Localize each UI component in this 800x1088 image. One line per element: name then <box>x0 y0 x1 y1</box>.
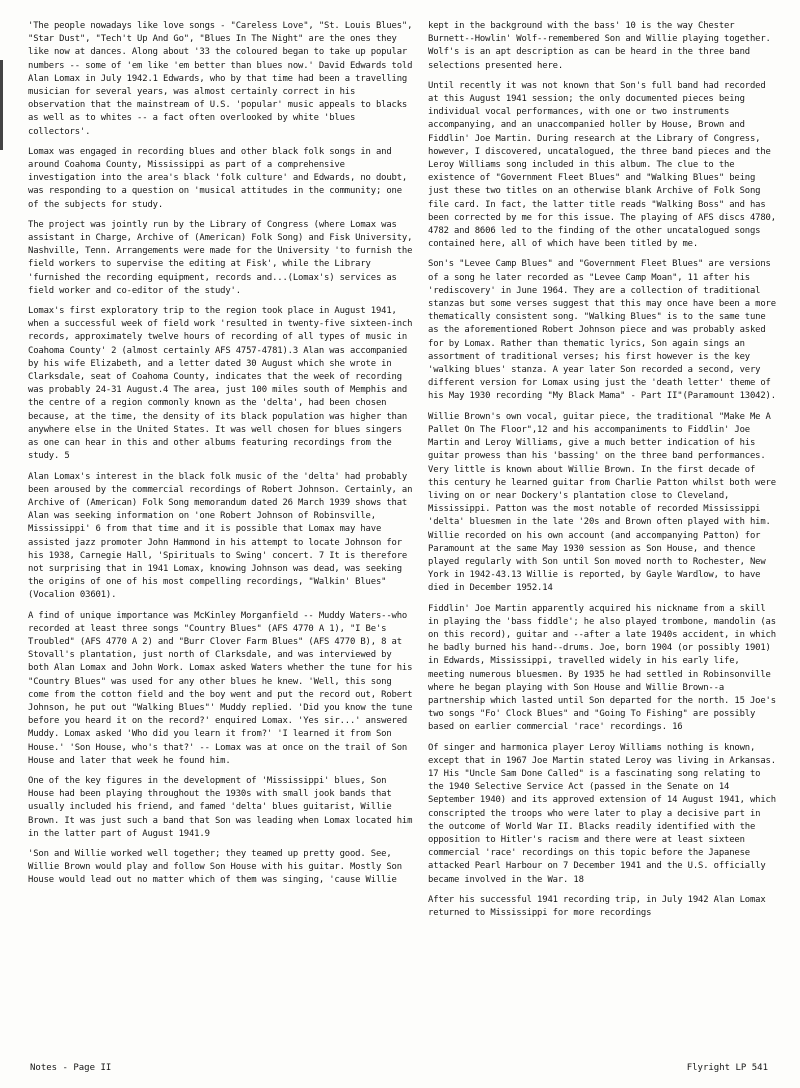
paragraph: After his successful 1941 recording trip, in July 1942 Alan Lomax returned to Mississippi for more recordings <box>428 894 766 918</box>
paragraph: Son's "Levee Camp Blues" and "Government Fleet Blues" are versions of a song he later recorded as "Levee Camp Moan", 11 after his 'rediscovery' in June 1964. They are a collection of traditional stanzas but some verses suggest that this may once have been a more thematically consistent song. "Walking Blues" is to the same tune as the aforementioned Robert Johnson piece and was probably asked for by Lomax. Rather than thematic lyrics, Son again sings an assortment of traditional verses; his first however is the key 'walking blues' stanza. A year later Son recorded a second, very different version for Lomax using just the 'death letter' theme of his May 1930 recording "My Black Mama" - Part II"(Paramount 13042). <box>428 259 776 402</box>
paragraph: Lomax was engaged in recording blues and other black folk songs in and around Coahoma County, Mississippi as part of a comprehensive investigation into the area's black 'folk culture' and Edwards, no doubt, was responding to a question on 'musical attitudes in the community; one of the subjects for study. <box>28 146 408 210</box>
page-footer-label: Notes - Page II <box>30 1063 112 1073</box>
right-column <box>428 20 780 927</box>
paragraph: The project was jointly run by the Library of Congress (where Lomax was assistant in Charge, Archive of (American) Folk Song) and Fisk University, Nashville, Tenn. Arrangements were made for the University 'to furnish the field workers to supervise the editing at Fisk', while the Library 'furnished the recording equipment, records and...(Lomax's) services as field worker and co-editor of the study'. <box>28 219 413 296</box>
paragraph: Lomax's first exploratory trip to the region took place in August 1941, when a successful week of field work 'resulted in twenty-five sixteen-inch records, approximately twelve hours of recording of all types of music in Coahoma County' 2 (almost certainly AFS 4757-4781).3 Alan was accompanied by his wife Elizabeth, and a letter dated 30 August which she wrote in Clarksdale, seat of Coahoma County, indicates that the week of recording was probably 24-31 August.4 The area, just 100 miles south of Memphis and the centre of a region commonly known as the 'delta', had been chosen because, at the time, the density of its black population was higher than anywhere else in the United States. It was well chosen for blues singers as one can hear in this and other albums featuring recordings from the study. 5 <box>28 306 413 462</box>
paragraph: kept in the background with the bass' 10 is the way Chester Burnett--Howlin' Wolf--remembered Son and Willie playing together. Wolf's is an apt description as can be heard in the three band selections presented here. <box>428 21 771 71</box>
binding-edge-mark <box>0 60 3 150</box>
paragraph: Alan Lomax's interest in the black folk music of the 'delta' had probably been aroused by the commercial recordings of Robert Johnson. Certainly, an Archive of (American) Folk Song memorandum dated 26 March 1939 shows that Alan was seeking information on 'one Robert Johnson of Robinsville, Mississippi' 6 from that time and it is possible that Lomax may have assisted jazz promoter John Hammond in his attempt to locate Johnson for his 1938, Carnegie Hall, 'Spirituals to Swing' concert. 7 It is therefore not surprising that in 1941 Lomax, knowing Johnson was dead, was seeking the origins of one of his most compelling recordings, "Walkin' Blues" (Vocalion 03601). <box>28 471 413 601</box>
paragraph: 'Son and Willie worked well together; they teamed up pretty good. See, Willie Brown would play and follow Son House with his guitar. Mostly Son House would lead out no matter which of them was singing, 'cause Willie <box>28 848 402 886</box>
left-column <box>28 20 414 895</box>
catalog-number: Flyright LP 541 <box>686 1063 768 1073</box>
paragraph: Fiddlin' Joe Martin apparently acquired his nickname from a skill in playing the 'bass fiddle'; he also played trombone, mandolin (as on this record), guitar and --after a late 1940s accident, in which he badly burned his hand--drums. Joe, born 1904 (or possibly 1901) in Edwards, Mississippi, travelled widely in his early life, meeting numerous bluesmen. By 1935 he had settled in Robinsonville where he began playing with Son House and Willie Brown--a partnership which lasted until Son departed for the north. 15 Joe's two songs "Fo' Clock Blues" and "Going To Fishing" are possibly based on earlier commercial 'race' recordings. 16 <box>428 603 776 733</box>
paragraph: A find of unique importance was McKinley Morganfield -- Muddy Waters--who recorded at least three songs "Country Blues" (AFS 4770 A 1), "I Be's Troubled" (AFS 4770 A 2) and "Burr Clover Farm Blues" (AFS 4770 B), 8 at Stovall's plantation, just north of Clarksdale, and was interviewed by both Alan Lomax and John Work. Lomax asked Waters whether the tune for his "Country Blues" was used for any other blues he knew. 'Well, this song come from the cotton field and the boy went and put the record out, Robert Johnson, he put out "Walking Blues"' Muddy replied. 'Did you know the tune before you heard it on the record?' enquired Lomax. 'Yes sir...' answered Muddy. Lomax asked 'Who did you learn it from?' 'I learned it from Son House.' 'Son House, who's that?' -- Lomax was at once on the trail of Son House and later that week he found him. <box>28 610 413 766</box>
paragraph: 'The people nowadays like love songs - "Careless Love", "St. Louis Blues", "Star Dust", "Tech't Up And Go", "Blues In The Night" are the ones they like now at dances. Along about '33 the coloured began to take up popular numbers -- some of 'em like 'em better than blues now.' David Edwards told Alan Lomax in July 1942.1 Edwards, who by that time had been a travelling musician for several years, was almost certainly correct in his observation that the mainstream of U.S. 'popular' music appeals to blacks as well as to whites -- a fact often overlooked by white 'blues collectors'. <box>28 21 413 137</box>
paragraph: Until recently it was not known that Son's full band had recorded at this August 1941 session; the only documented pieces being individual vocal performances, with one or two instruments accompanying, and an unaccompanied holler by House, Brown and Fiddlin' Joe Martin. During research at the Library of Congress, however, I discovered, uncatalogued, the three band pieces and the Leroy Williams song included in this album. The clue to the existence of "Government Fleet Blues" and "Walking Blues" being just these two titles on an otherwise blank Archive of Folk Song file card. In fact, the latter title reads "Walking Boss" and has been corrected by me for this issue. The playing of AFS discs 4780, 4782 and 8606 led to the finding of the other uncatalogued songs contained here, all of which have been titled by me. <box>428 80 776 250</box>
paragraph: One of the key figures in the development of 'Mississippi' blues, Son House had been playing throughout the 1930s with small jook bands that usually included his friend, and famed 'delta' blues guitarist, Willie Brown. It was just such a band that Son was leading when Lomax located him in the latter part of August 1941.9 <box>28 775 413 839</box>
paragraph: Willie Brown's own vocal, guitar piece, the traditional "Make Me A Pallet On The Floor",12 and his accompaniments to Fiddlin' Joe Martin and Leroy Williams, give a much better indication of his guitar prowess than his 'bassing' on the three band performances. Very little is known about Willie Brown. In the first decade of this century he learned guitar from Charlie Patton whilst both were living on or near Dockery's plantation close to Cleveland, Mississippi. Patton was the most notable of recorded Mississippi 'delta' bluesmen in the late '20s and Brown often played with him. Willie recorded on his own account (and accompanying Patton) for Paramount at the same May 1930 session as Son House, and thence played regularly with Son until Son moved north to Rochester, New York in 1942-43.13 Willie is reported, by Gayle Wardlow, to have died in December 1952.14 <box>428 411 776 594</box>
paragraph: Of singer and harmonica player Leroy Williams nothing is known, except that in 1967 Joe Martin stated Leroy was living in Arkansas. 17 His "Uncle Sam Done Called" is a fascinating song relating to the 1940 Selective Service Act (passed in the Senate on 14 September 1940) and its approved extension of 14 August 1941, which conscripted the troops who were later to play a decisive part in the outcome of World War II. Blacks readily identified with the opposition to Hitler's racism and there were at least sixteen commercial 'race' recordings on this topic before the Japanese attacked Pearl Harbour on 7 December 1941 and the U.S. officially became involved in the War. 18 <box>428 742 776 885</box>
